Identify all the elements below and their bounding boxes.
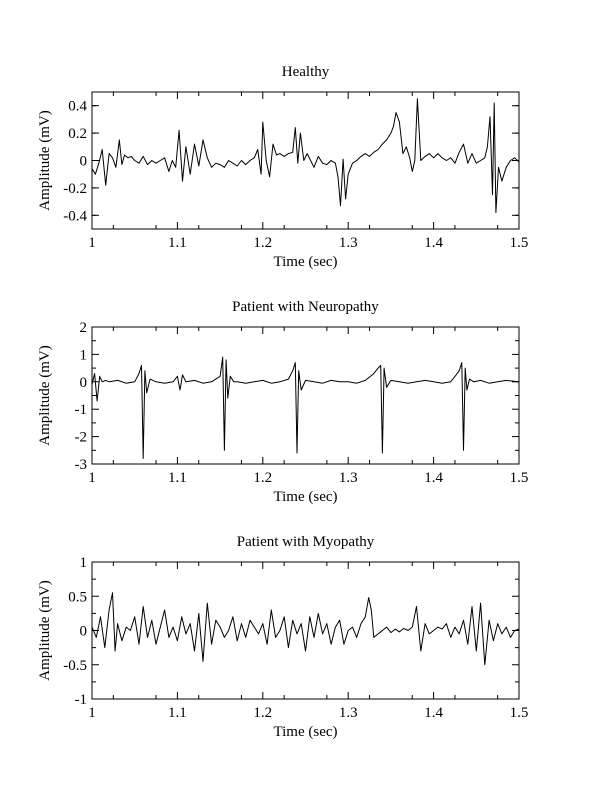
x-tick-label: 1.3 (338, 470, 358, 486)
x-tick-label: 1.5 (509, 235, 529, 251)
y-tick-label: 0 (79, 153, 87, 170)
x-tick-label: 1.3 (338, 705, 358, 721)
x-tick-label: 1.1 (168, 705, 187, 721)
x-tick-label: 1.5 (509, 470, 529, 486)
y-tick-label: -1 (74, 692, 87, 708)
chart-panel-3 (37, 534, 528, 740)
x-tick-label: 1.4 (424, 470, 443, 486)
chart-panel-1 (37, 64, 528, 270)
chart-title: Healthy (281, 64, 330, 80)
y-tick-label: -1 (74, 402, 87, 419)
y-tick-label: 0 (79, 374, 87, 391)
y-tick-label: -3 (74, 457, 87, 473)
x-tick-label: 1.5 (509, 705, 529, 721)
chart-panel-2 (37, 299, 528, 505)
x-tick-label: 1.4 (424, 235, 443, 251)
x-tick-label: 1 (88, 470, 96, 486)
series-line-1 (92, 357, 519, 458)
y-tick-label: -2 (74, 429, 87, 446)
y-axis-label: Amplitude (mV) (37, 580, 53, 681)
y-tick-label: 0.5 (68, 589, 87, 606)
series-line-1 (92, 99, 519, 213)
y-tick-label: 0.2 (68, 126, 87, 143)
x-tick-label: 1.1 (168, 470, 187, 486)
y-axis-label: Amplitude (mV) (37, 345, 53, 446)
x-axis-label: Time (sec) (273, 724, 338, 740)
plot-frame (92, 562, 519, 699)
y-axis-label: Amplitude (mV) (37, 110, 53, 211)
y-tick-label: -0.4 (63, 208, 87, 225)
x-tick-label: 1 (88, 705, 96, 721)
y-tick-label: 0.4 (68, 98, 87, 115)
y-tick-label: -0.5 (63, 657, 87, 674)
chart-title: Patient with Myopathy (236, 534, 375, 550)
series-line-1 (92, 593, 519, 665)
x-axis-label: Time (sec) (273, 254, 338, 270)
x-tick-label: 1.2 (253, 235, 273, 251)
y-tick-label: -0.2 (63, 180, 87, 197)
x-tick-label: 1.2 (253, 470, 273, 486)
y-tick-label: 1 (79, 555, 87, 571)
y-tick-label: 0 (79, 623, 87, 640)
x-tick-label: 1.2 (253, 705, 273, 721)
chart-title: Patient with Neuropathy (232, 299, 379, 315)
x-tick-label: 1 (88, 235, 96, 251)
x-tick-label: 1.4 (424, 705, 443, 721)
y-tick-label: 1 (79, 347, 87, 364)
x-tick-label: 1.3 (338, 235, 358, 251)
plot-frame (92, 92, 519, 229)
y-tick-label: 2 (79, 320, 87, 336)
x-tick-label: 1.1 (168, 235, 187, 251)
plot-frame (92, 327, 519, 464)
x-axis-label: Time (sec) (273, 489, 338, 505)
